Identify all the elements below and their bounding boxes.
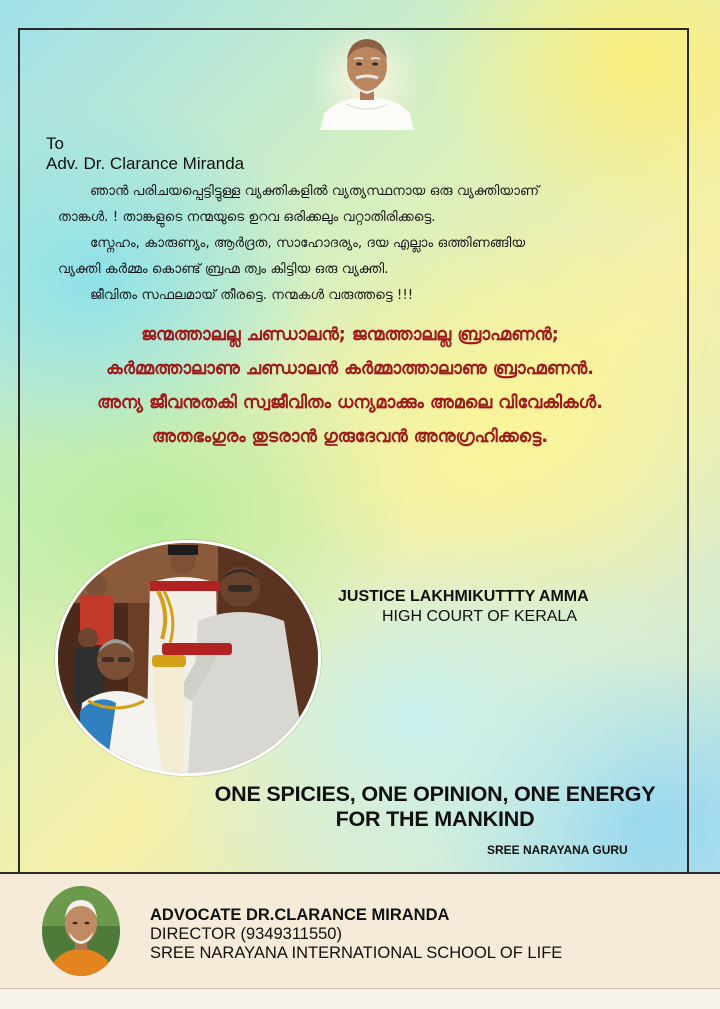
- recipient-block: [46, 134, 244, 174]
- director-photo: [42, 886, 120, 976]
- poem-line: അതഭംഗുരം തുടരാൻ ഗുരുദേവൻ അനുഗ്രഹിക്കട്ടെ.: [151, 427, 548, 447]
- school-name: SREE NARAYANA INTERNATIONAL SCHOOL OF LIFE: [150, 944, 563, 962]
- letter-line: ജീവിതം സഫലമായ് തീരട്ടെ. നന്മകൾ വരുത്തട്ടെ !!!: [90, 287, 414, 303]
- poem-verse: [40, 318, 660, 454]
- motto-line-1: ONE SPICIES, ONE OPINION, ONE ENERGY: [214, 782, 656, 806]
- director-name: ADVOCATE DR.CLARANCE MIRANDA: [150, 906, 450, 924]
- director-role: DIRECTOR (9349311550): [150, 925, 342, 943]
- letter-line: സ്നേഹം, കാരുണ്യം, ആർദ്രത, സാഹോദര്യം, ദയ എല്ലാം ഒത്തിണങ്ങിയ: [90, 235, 526, 251]
- letter-line: താങ്കൾ. ! താങ്കളുടെ നന്മയുടെ ഉറവ ഒരിക്കലും വറ്റാതിരിക്കട്ടെ.: [58, 209, 436, 225]
- motto-author: SREE NARAYANA GURU: [487, 843, 628, 857]
- letter-body: [58, 178, 668, 308]
- justice-court: HIGH COURT OF KERALA: [382, 608, 577, 625]
- justice-name: JUSTICE LAKHMIKUTTTY AMMA: [338, 588, 589, 605]
- motto-line-2: FOR THE MANKIND: [335, 807, 535, 831]
- letter-line: വ്യക്തി കർമ്മം കൊണ്ട് ബ്രഹ്മ ത്വം കിട്ടിയ ഒരു വ്യക്തി.: [58, 261, 389, 277]
- poem-line: ജന്മത്താലല്ല ചണ്ഡാലൻ; ജന്മത്താലല്ല ബ്രാഹ്മണൻ;: [141, 325, 559, 345]
- footer-band: [0, 872, 720, 989]
- director-details: [150, 906, 562, 963]
- recipient-name: Adv. Dr. Clarance Miranda: [46, 154, 245, 173]
- motto: [150, 782, 720, 832]
- letter-line: ഞാൻ പരിചയപ്പെട്ടിട്ടുള്ള വ്യക്തികളിൽ വ്യത്യസ്ഥനായ ഒരു വ്യക്തിയാണ്: [90, 183, 540, 199]
- poem-line: അന്യ ജീവനുതകി സ്വജീവിതം ധന്യമാക്കും അമലെ വിവേകികൾ.: [97, 393, 603, 413]
- guru-portrait: [316, 30, 418, 130]
- to-label: To: [46, 134, 64, 153]
- award-ceremony-photo: [55, 540, 321, 776]
- poem-line: കർമ്മത്താലാണു ചണ്ഡാലൻ കർമ്മാത്താലാണു ബ്രാഹ്മണൻ.: [106, 359, 594, 379]
- justice-caption: [338, 587, 589, 627]
